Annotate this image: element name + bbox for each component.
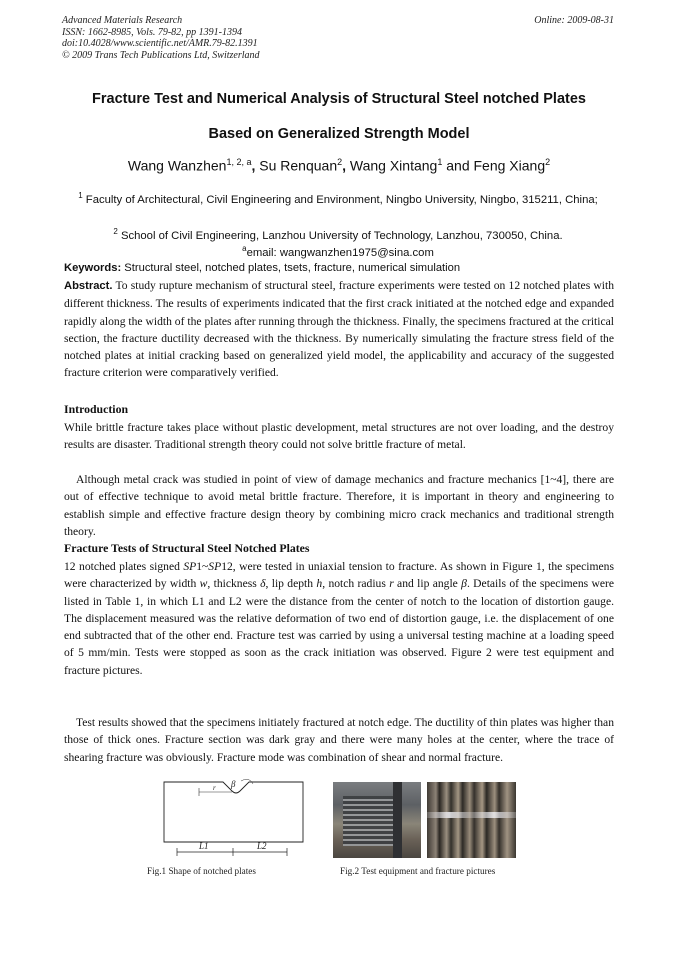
keywords — [64, 260, 614, 277]
email-marker: a — [242, 244, 247, 253]
author-affil-marker: 1, 2, a — [226, 157, 252, 167]
email-line — [62, 240, 614, 262]
r-label: r — [213, 784, 216, 792]
online-date: Online: 2009-08-31 — [534, 15, 614, 26]
author-list: Wang Wanzhen$^{1, 2, a}$, Su Renquan$^2$, Wang Xintang$^1$ and Feng Xiang$^2$ — [127, 157, 551, 174]
figure-2-caption: Fig.2 Test equipment and fracture pictures — [340, 866, 496, 876]
plate-outline — [164, 782, 303, 842]
beta-label: β — [231, 779, 236, 789]
abstract-label: Abstract. — [64, 280, 113, 292]
keywords-label: Keywords: — [64, 262, 122, 274]
paper-title-line1: Fracture Test and Numerical Analysis of Structural Steel notched Plates — [92, 91, 586, 107]
author-and: and — [442, 157, 474, 174]
machine-grip-detail — [343, 796, 399, 846]
figure-1-notched-plate-diagram — [163, 778, 308, 873]
paragraph: 12 notched plates signed SP1~SP12, were tested in uniaxial tension to fracture. As shown in Figure 1, the specimens were characterized by width w, thickness δ, lip depth h, notch radius r and lip angle β. Details of the specimens were listed in Table 1, in which L1 and L2 were the distance from the center of notch to the location of distortion gauge. The displacement measured was the relative deformation of two end of distortion gauge, i.e. the displacement of one end subtracted that of the other end. Fracture test was carried by using a universal testing machine at a loading speed of 5 mm/min. Tests were stopped as soon as the crack initiation was observed. Figure 2 were test equipment and fracture pictures. — [64, 560, 614, 677]
affiliation-1 — [62, 187, 614, 209]
paragraph: Test results showed that the specimens initiately fractured at notch edge. The ductility of thin plates was higher than those of thick ones. Fracture section was dark gray and there were many holes at the center, where the trace of shearing fracture was obviously. Fracture mode was combination of shear and normal fracture. — [64, 716, 614, 764]
affil-marker: 1 — [78, 191, 83, 200]
figure-2-fracture-specimens-photo — [427, 782, 516, 858]
L2-label: L2 — [257, 841, 267, 851]
abstract — [64, 277, 614, 382]
affil-text: School of Civil Engineering, Lanzhou University of Technology, Lanzhou, 730050, China. — [120, 229, 563, 242]
email-text: email: wangwanzhen1975@sina.com — [246, 246, 434, 259]
journal-doi: doi:10.4028/www.scientific.net/AMR.79-82.1391 — [62, 38, 258, 49]
paper-title-line2: Based on Generalized Strength Model — [208, 126, 470, 142]
author-name: Su Renquan — [259, 157, 338, 174]
journal-header — [62, 15, 614, 61]
author-affil-marker: 2 — [337, 157, 343, 167]
journal-issn: ISSN: 1662-8985, Vols. 79-82, pp 1391-1394 — [62, 26, 242, 38]
author-affil-marker: 1 — [437, 157, 443, 167]
keywords-text: Structural steel, notched plates, tsets, fracture, numerical simulation — [121, 262, 461, 274]
author-name: Feng Xiang — [473, 157, 546, 174]
paragraph: While brittle fracture takes place without plastic development, metal structures are not over loading, and the destroy results are disaster. Traditional strength theory could not solve brittle fracture of metal. — [64, 421, 614, 452]
journal-name: Advanced Materials Research — [62, 15, 183, 26]
figure-2-test-equipment-photo — [333, 782, 421, 858]
affil-marker: 2 — [113, 227, 118, 236]
abstract-text: To study rupture mechanism of structural steel, fracture experiments were tested on 12 notched plates with different thickness. The results of experiments indicated that the first crack initiated at the notched edge and expanded rapidly along the width of the plates after running through the thickness. Finally, the specimens fractured at the critical section, the fracture ductility decreased with the thickness. By numerically simulating the fracture stress field of the notched plates at initial cracking based on generalized yield model, the applicability and accuracy of the suggested fracture criterion were comparatively verified. — [64, 279, 614, 380]
machine-column — [393, 782, 402, 858]
author-affil-marker: 2 — [545, 157, 551, 167]
L1-label: L1 — [199, 841, 209, 851]
journal-copyright: © 2009 Trans Tech Publications Ltd, Switzerland — [62, 49, 260, 61]
paragraph: Although metal crack was studied in point of view of damage mechanics and fracture mechanics [1~4], there are out of effective technique to avoid metal brittle fracture. Therefore, it is important in theory and engineering to establish simple and effective fracture design theory by combining micro crack mechanics and traditional strength theory. — [64, 473, 614, 538]
author-name: Wang Wanzhen — [127, 157, 227, 174]
section-heading-introduction: Introduction — [64, 402, 129, 416]
fracture-line — [427, 812, 516, 818]
angle-arc — [241, 779, 253, 784]
affil-text: Faculty of Architectural, Civil Engineering and Environment, Ningbo University, Ningbo, 315211, China; — [85, 193, 598, 206]
figure-1-caption: Fig.1 Shape of notched plates — [147, 866, 256, 876]
section-heading-fracture-tests: Fracture Tests of Structural Steel Notched Plates — [64, 541, 310, 555]
author-name: Wang Xintang — [349, 157, 438, 174]
